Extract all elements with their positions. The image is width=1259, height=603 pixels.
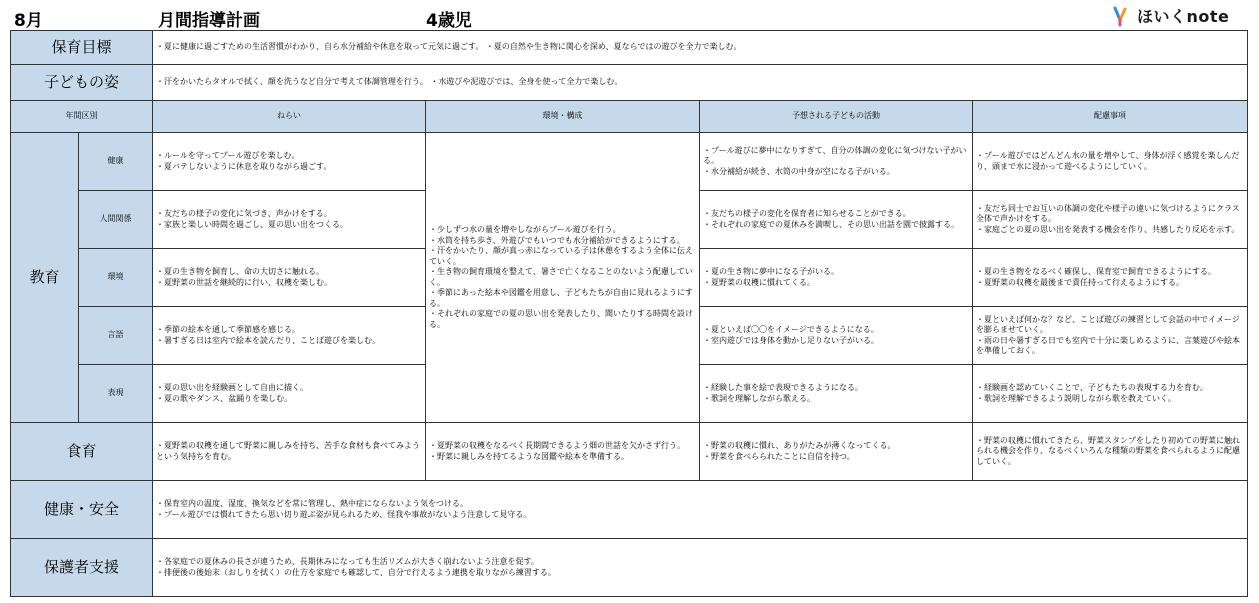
nerai-line: ・家族と楽しい時間を過ごし、夏の思い出をつくる。 [156, 219, 349, 229]
katsudo-line: ・友だちの様子の変化を保育者に知らせることができる。 [703, 209, 911, 218]
area-label-kankyo: 環境 [79, 249, 153, 307]
monthly-plan-table [10, 30, 1248, 597]
kenko-anzen-line: ・プール遊びでは慣れてきたら思い切り遊ぶ姿が見られるため、怪我や事故がないよう注意して見守る。 [156, 509, 532, 519]
hoiku-mokuhyo-label: 保育目標 [11, 31, 153, 65]
kankyo-line: ・水筒を持ち歩き、外遊びでもいつでも水分補給ができるようにする。 [429, 235, 685, 245]
hairyo-line: ・経験画を認めていくことで、子どもたちの表現する力を育む。 [976, 383, 1208, 392]
kankyo-line: ・季節にあった絵本や図鑑を用意し、子どもたちが自由に見れるようにする。 [429, 288, 693, 308]
header-kankyo: 環境・構成 [426, 101, 700, 133]
kenko-anzen-line: ・保育室内の温度、湿度、換気などを常に管理し、熱中症にならないよう気をつける。 [156, 499, 469, 508]
hairyo-line: ・友だち同士でお互いの体調の変化や様子の違いに気づけるようにクラス全体で声かけをする。 [976, 203, 1240, 224]
hairyo-line: ・夏野菜の収穫を最後まで責任持って行えるようにする。 [976, 277, 1185, 287]
row-hoiku-mokuhyo [11, 31, 1248, 65]
row-kenko-anzen [11, 481, 1248, 539]
nerai-shokuiku [153, 423, 426, 481]
hoiku-mokuhyo-text: ・夏に健康に過ごすための生活習慣がわかり、自ら水分補給や休息を取って元気に過ごす。 ・夏の自然や生き物に関心を深め、夏ならではの遊びを全力で楽しむ。 [153, 31, 1248, 65]
header-nerai: ねらい [153, 101, 426, 133]
nerai-line: ・夏の思い出を経験画として自由に描く。 [156, 383, 308, 392]
kenko-anzen-text [153, 481, 1248, 539]
row-kodomo-no-sugata [11, 65, 1248, 101]
nerai-line: ・暑すぎる日は室内で絵本を読んだり、ことば遊びを楽しむ。 [156, 335, 381, 345]
katsudo-kankyo [700, 249, 973, 307]
kodomo-no-sugata-text: ・汗をかいたらタオルで拭く、顔を洗うなど自分で考えて体調管理を行う。 ・水遊びや泥遊びでは、全身を使って全力で楽しむ。 [153, 65, 1248, 101]
area-label-ningen-kankei: 人間関係 [79, 191, 153, 249]
katsudo-line: ・歌詞を理解しながら歌える。 [703, 393, 816, 403]
katsudo-line: ・水分補給が続き、水筒の中身が空になる子がいる。 [703, 166, 895, 176]
page-header [0, 0, 1259, 30]
kankyo-kyoiku [426, 133, 700, 423]
logo-text: ほいくnote [1137, 7, 1230, 26]
kankyo-line: ・汗をかいたり、顔が真っ赤になっている子は休憩をするよう全体に伝えていく。 [429, 246, 694, 266]
nerai-line: ・夏バテしないように休息を取りながら過ごす。 [156, 161, 332, 171]
kankyo-line: ・それぞれの家庭での夏の思い出を発表したり、聞いたりする時間を設ける。 [429, 309, 694, 329]
hogosha-shien-line: ・各家庭での夏休みの長さが違うため、長期休みになっても生活リズムが大きく崩れないよう注意を促す。 [156, 557, 539, 566]
hairyo-kankyo [973, 249, 1248, 307]
row-shokuiku [11, 423, 1248, 481]
kankyo-line: ・夏野菜の収穫をなるべく長期間できるよう畑の世話を欠かさず行う。 [429, 441, 686, 450]
katsudo-line: ・それぞれの家庭での夏休みを満喫し、その思い出話を園で披露する。 [703, 219, 960, 229]
hogosha-shien-text [153, 539, 1248, 597]
hairyo-shokuiku [973, 423, 1248, 481]
katsudo-line: ・野菜を食べらられたことに自信を持つ。 [703, 451, 855, 461]
katsudo-line: ・夏の生き物に夢中になる子がいる。 [703, 267, 840, 276]
hogosha-shien-label: 保護者支援 [11, 539, 153, 597]
header-nenkan-kubetsu: 年間区別 [11, 101, 153, 133]
katsudo-line: ・野菜の収穫に慣れ、ありがたみが薄くなってくる。 [703, 441, 896, 450]
hairyo-ningen-kankei [973, 191, 1248, 249]
hairyo-line: ・夏といえば何かな？など、ことば遊びの練習として会話の中でイメージを膨らませていく。 [976, 314, 1240, 334]
kyoiku-label: 教育 [11, 133, 79, 423]
nerai-line: ・夏野菜の世話を継続的に行い、収穫を楽しむ。 [156, 277, 333, 287]
hairyo-line: ・家庭ごとの夏の思い出を発表する機会を作り、共感したり反応を示す。 [976, 224, 1240, 234]
nerai-kenko [153, 133, 426, 191]
pencil-icon [1111, 5, 1133, 27]
row-kyoiku-kenko [11, 133, 1248, 191]
hairyo-gengo [973, 307, 1248, 365]
area-label-hyogen: 表現 [79, 365, 153, 423]
nerai-line: ・夏野菜の収穫を通して野菜に親しみを持ち、苦手な食材も食べてみようという気持ちを育む。 [156, 441, 421, 461]
nerai-ningen-kankei [153, 191, 426, 249]
shokuiku-label: 食育 [11, 423, 153, 481]
kenko-anzen-label: 健康・安全 [11, 481, 153, 539]
page-title: 月間指導計画 [158, 11, 260, 31]
katsudo-line: ・夏野菜の収穫に慣れてくる。 [703, 277, 816, 287]
kankyo-line: ・少しずつ水の量を増やしながらプール遊びを行う。 [429, 225, 621, 234]
nerai-line: ・友だちの様子の変化に気づき、声かけをする。 [156, 209, 332, 218]
hairyo-line: ・雨の日や暑すぎる日でも室内で十分に楽しめるように、言葉遊びや絵本を準備しておく。 [976, 335, 1241, 355]
nerai-line: ・季節の絵本を通して季節感を感じる。 [156, 325, 301, 334]
logo [1111, 4, 1229, 27]
katsudo-ningen-kankei [700, 191, 973, 249]
nerai-gengo [153, 307, 426, 365]
katsudo-line: ・経験した事を絵で表現できるようになる。 [703, 383, 864, 392]
nerai-kankyo [153, 249, 426, 307]
hairyo-line: ・夏の生き物をなるべく確保し、保育室で飼育できるようにする。 [976, 267, 1217, 276]
kankyo-shokuiku [426, 423, 700, 481]
kankyo-line: ・野菜に親しみを持てるような図鑑や絵本を準備する。 [429, 451, 630, 461]
month-label: 8月 [14, 11, 43, 31]
header-hairyo: 配慮事項 [973, 101, 1248, 133]
area-label-gengo: 言語 [79, 307, 153, 365]
katsudo-line: ・夏といえば〇〇をイメージできるようになる。 [703, 325, 879, 334]
nerai-line: ・夏の生き物を飼育し、命の大切さに触れる。 [156, 267, 325, 276]
age-label: 4歳児 [426, 11, 472, 31]
kodomo-no-sugata-label: 子どもの姿 [11, 65, 153, 101]
row-column-headers [11, 101, 1248, 133]
row-hogosha-shien [11, 539, 1248, 597]
hairyo-line: ・歌詞を理解できるよう説明しながら歌を教えていく。 [976, 393, 1176, 403]
hairyo-line: ・野菜の収穫に慣れてきたら、野菜スタンプをしたり初めての野菜に触れられる機会を作り、なるべくいろんな種類の野菜を食べられるように配慮していく。 [976, 435, 1241, 466]
katsudo-line: ・プール遊びに夢中になりすぎて、自分の体調の変化に気づけない子がいる。 [703, 145, 967, 166]
hairyo-kenko [973, 133, 1248, 191]
nerai-hyogen [153, 365, 426, 423]
nerai-line: ・ルールを守ってプール遊びを楽しむ。 [156, 151, 300, 160]
hogosha-shien-line: ・排便後の後始末（おしりを拭く）の仕方を家庭でも確認して、自分で行えるよう連携を取りながら練習する。 [156, 567, 556, 577]
hairyo-line: ・プール遊びではどんどん水の量を増やして、身体が浮く感覚を楽しんだり、頭まで水に浸かって遊べるようにしていく。 [976, 151, 1240, 171]
katsudo-gengo [700, 307, 973, 365]
header-katsudo: 予想される子どもの活動 [700, 101, 973, 133]
katsudo-hyogen [700, 365, 973, 423]
hairyo-hyogen [973, 365, 1248, 423]
katsudo-kenko [700, 133, 973, 191]
nerai-line: ・夏の歌やダンス、盆踊りを楽しむ。 [156, 393, 293, 403]
kankyo-line: ・生き物の飼育環境を整えて、暑さで亡くなることのないよう配慮していく。 [429, 267, 693, 287]
katsudo-line: ・室内遊びでは身体を動かし足りない子がいる。 [703, 335, 880, 345]
area-label-kenko: 健康 [79, 133, 153, 191]
katsudo-shokuiku [700, 423, 973, 481]
